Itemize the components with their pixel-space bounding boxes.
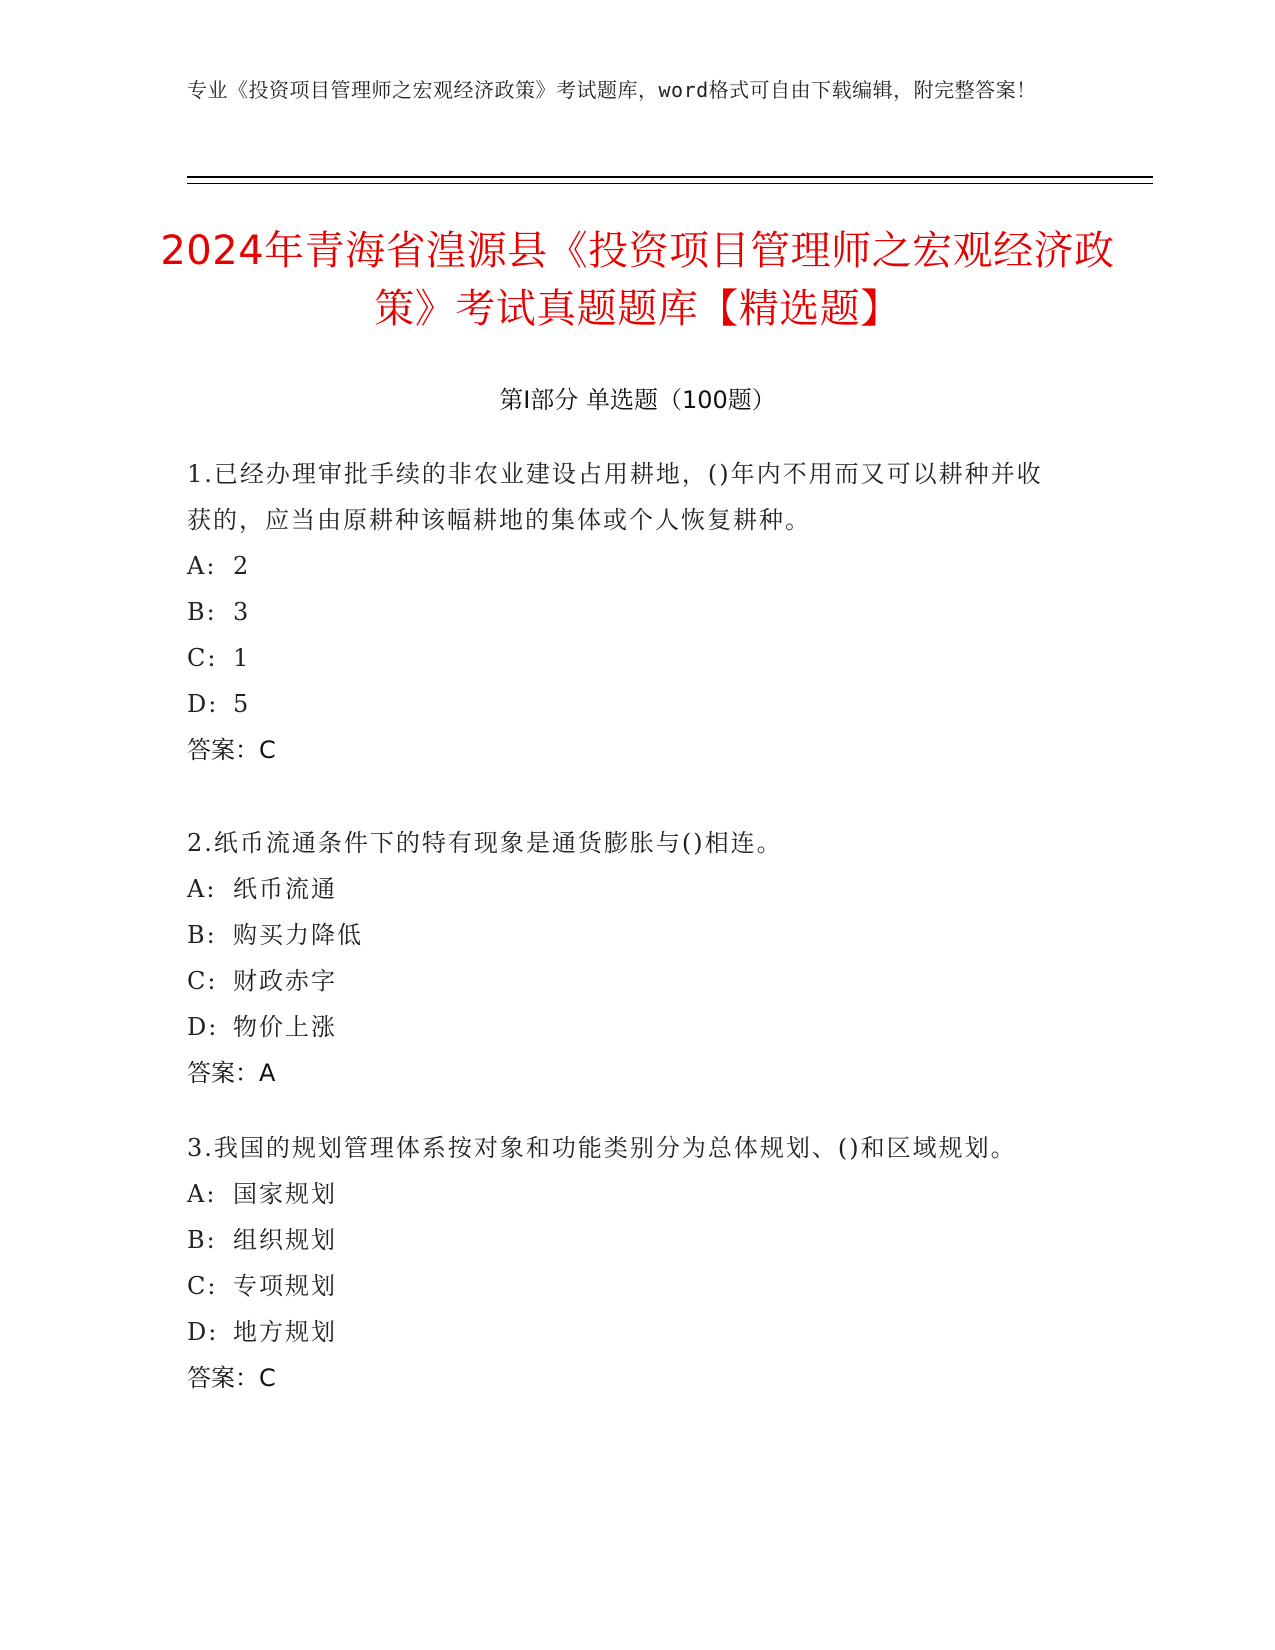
option-letter: D:: [187, 690, 219, 718]
option-letter: C:: [187, 1272, 218, 1300]
option-b: [187, 589, 1067, 635]
option-letter: D:: [187, 1318, 219, 1346]
option-a: [187, 1171, 1067, 1217]
option-b: [187, 912, 1067, 958]
header-note: 专业《投资项目管理师之宏观经济政策》考试题库，word格式可自由下载编辑，附完整答案！: [187, 78, 1037, 102]
answer: 答案：C: [187, 736, 276, 764]
option-text: 地方规划: [233, 1318, 337, 1346]
option-d: [187, 681, 1067, 727]
question-stem: 3.我国的规划管理体系按对象和功能类别分为总体规划、()和区域规划。: [187, 1134, 1017, 1162]
answer: 答案：C: [187, 1364, 276, 1392]
option-letter: C:: [187, 644, 218, 672]
option-text: 财政赤字: [233, 967, 337, 995]
option-text: 国家规划: [233, 1180, 337, 1208]
answer: 答案：A: [187, 1059, 276, 1087]
option-letter: C:: [187, 967, 218, 995]
option-c: [187, 1263, 1067, 1309]
option-c: [187, 635, 1067, 681]
option-letter: B:: [187, 1226, 217, 1254]
question-3: [187, 1125, 1067, 1401]
document-title: 2024年青海省湟源县《投资项目管理师之宏观经济政策》考试真题题库【精选题】: [160, 228, 1115, 332]
question-1: [187, 451, 1067, 773]
option-text: 组织规划: [233, 1226, 337, 1254]
option-letter: A:: [187, 875, 217, 903]
option-text: 专项规划: [233, 1272, 337, 1300]
section-heading: 第Ⅰ部分 单选题（100题）: [499, 386, 776, 414]
option-text: 购买力降低: [233, 921, 363, 949]
option-b: [187, 1217, 1067, 1263]
option-text: 物价上涨: [233, 1013, 337, 1041]
question-2: [187, 820, 1067, 1096]
option-text: 1: [233, 644, 251, 672]
header-divider-thin: [187, 183, 1153, 184]
header-divider-thick: [187, 176, 1153, 178]
option-d: [187, 1004, 1067, 1050]
option-text: 3: [233, 598, 251, 626]
option-letter: B:: [187, 921, 217, 949]
option-text: 纸币流通: [233, 875, 337, 903]
option-a: [187, 866, 1067, 912]
question-stem: 2.纸币流通条件下的特有现象是通货膨胀与()相连。: [187, 829, 783, 857]
option-letter: D:: [187, 1013, 219, 1041]
option-d: [187, 1309, 1067, 1355]
option-text: 5: [233, 690, 251, 718]
option-c: [187, 958, 1067, 1004]
option-letter: B:: [187, 598, 217, 626]
option-text: 2: [233, 552, 251, 580]
question-stem: 1.已经办理审批手续的非农业建设占用耕地，()年内不用而又可以耕种并收获的，应当由原耕种该幅耕地的集体或个人恢复耕种。: [187, 460, 1043, 534]
option-letter: A:: [187, 1180, 217, 1208]
option-letter: A:: [187, 552, 217, 580]
option-a: [187, 543, 1067, 589]
